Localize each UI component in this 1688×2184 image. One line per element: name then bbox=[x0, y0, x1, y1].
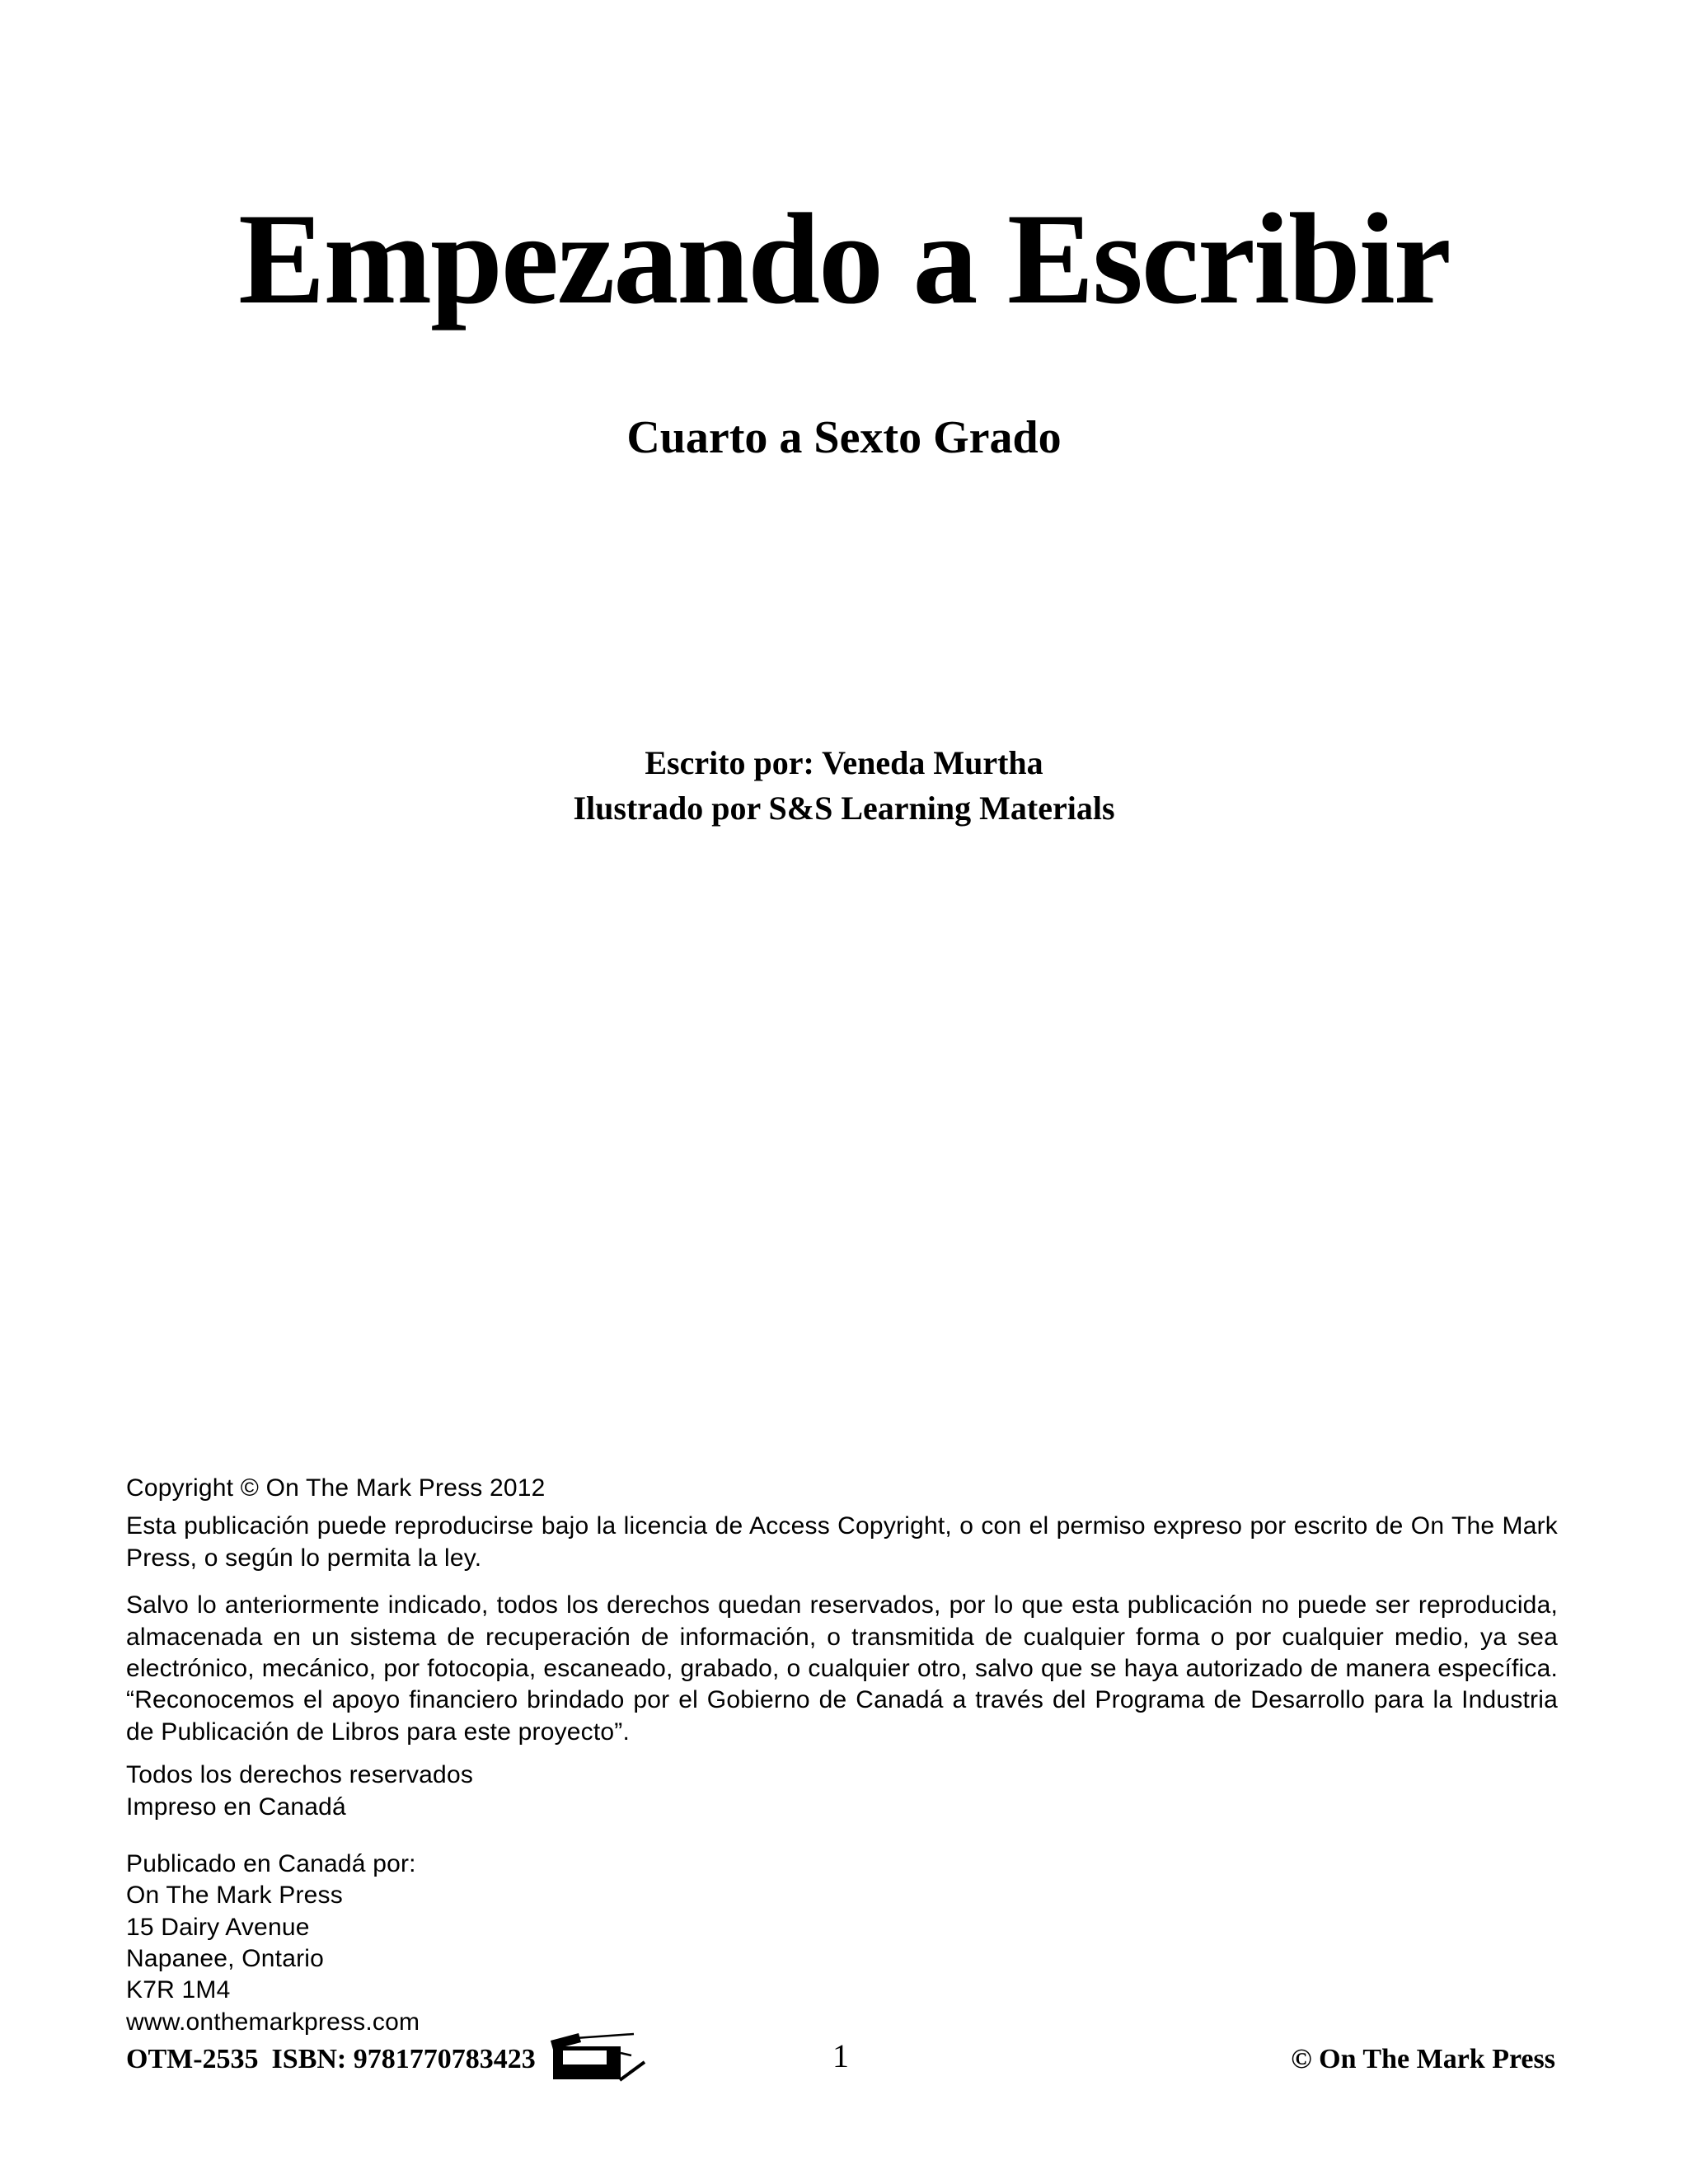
grade-subtitle: Cuarto a Sexto Grado bbox=[626, 412, 1062, 464]
credits-block bbox=[0, 740, 1688, 831]
product-code: OTM-2535 bbox=[126, 2044, 259, 2074]
isbn-number: ISBN: 9781770783423 bbox=[271, 2044, 536, 2074]
publisher-address-block bbox=[126, 1849, 1558, 2038]
publisher-street: 15 Dairy Avenue bbox=[126, 1913, 310, 1941]
rights-paragraph: Salvo lo anteriormente indicado, todos los derechos quedan reservados, por lo que esta publicación no puede ser reproducida, almacenada en un sistema de recuperación de información, o transmitida de cualquier forma o por cualquier medio, ya sea electrónico, mecánico, por fotocopia, escaneado, grabado, o cualquier otro, salvo que se haya autorizado de manera específica. “Reconocemos el apoyo financiero brindado por el Gobierno de Canadá a través del Programa de Desarrollo para la Industria de Publicación de Libros para este proyecto”. bbox=[126, 1591, 1558, 1746]
page-number: 1 bbox=[832, 2037, 849, 2074]
copyright-block bbox=[126, 1473, 1558, 2038]
photocopier-icon bbox=[551, 2031, 645, 2082]
publisher-postal-code: K7R 1M4 bbox=[126, 1976, 231, 2004]
publisher-city: Napanee, Ontario bbox=[126, 1945, 325, 1973]
copyright-notice: Copyright © On The Mark Press 2012 bbox=[126, 1474, 546, 1502]
illustrated-by-line: Ilustrado por S&S Learning Materials bbox=[573, 790, 1115, 827]
license-paragraph: Esta publicación puede reproducirse bajo la licencia de Access Copyright, o con el permiso expreso por escrito de On The Mark Press, o según lo permita la ley. bbox=[126, 1512, 1558, 1572]
written-by-line: Escrito por: Veneda Murtha bbox=[645, 744, 1043, 781]
rights-reserved-line: Todos los derechos reservados bbox=[126, 1761, 474, 1789]
page-footer bbox=[126, 2037, 1555, 2136]
publisher-name: On The Mark Press bbox=[126, 1882, 343, 1910]
rights-reserved-lines bbox=[126, 1760, 1558, 1823]
footer-left-group bbox=[126, 2046, 645, 2082]
printed-in-line: Impreso en Canadá bbox=[126, 1793, 346, 1821]
publisher-label: Publicado en Canadá por: bbox=[126, 1849, 416, 1877]
footer-publisher-copyright: © On The Mark Press bbox=[1291, 2044, 1555, 2074]
publisher-website: www.onthemarkpress.com bbox=[126, 2008, 420, 2036]
product-code-and-isbn bbox=[126, 2046, 536, 2074]
book-title: Empezando a Escribir bbox=[238, 186, 1450, 331]
